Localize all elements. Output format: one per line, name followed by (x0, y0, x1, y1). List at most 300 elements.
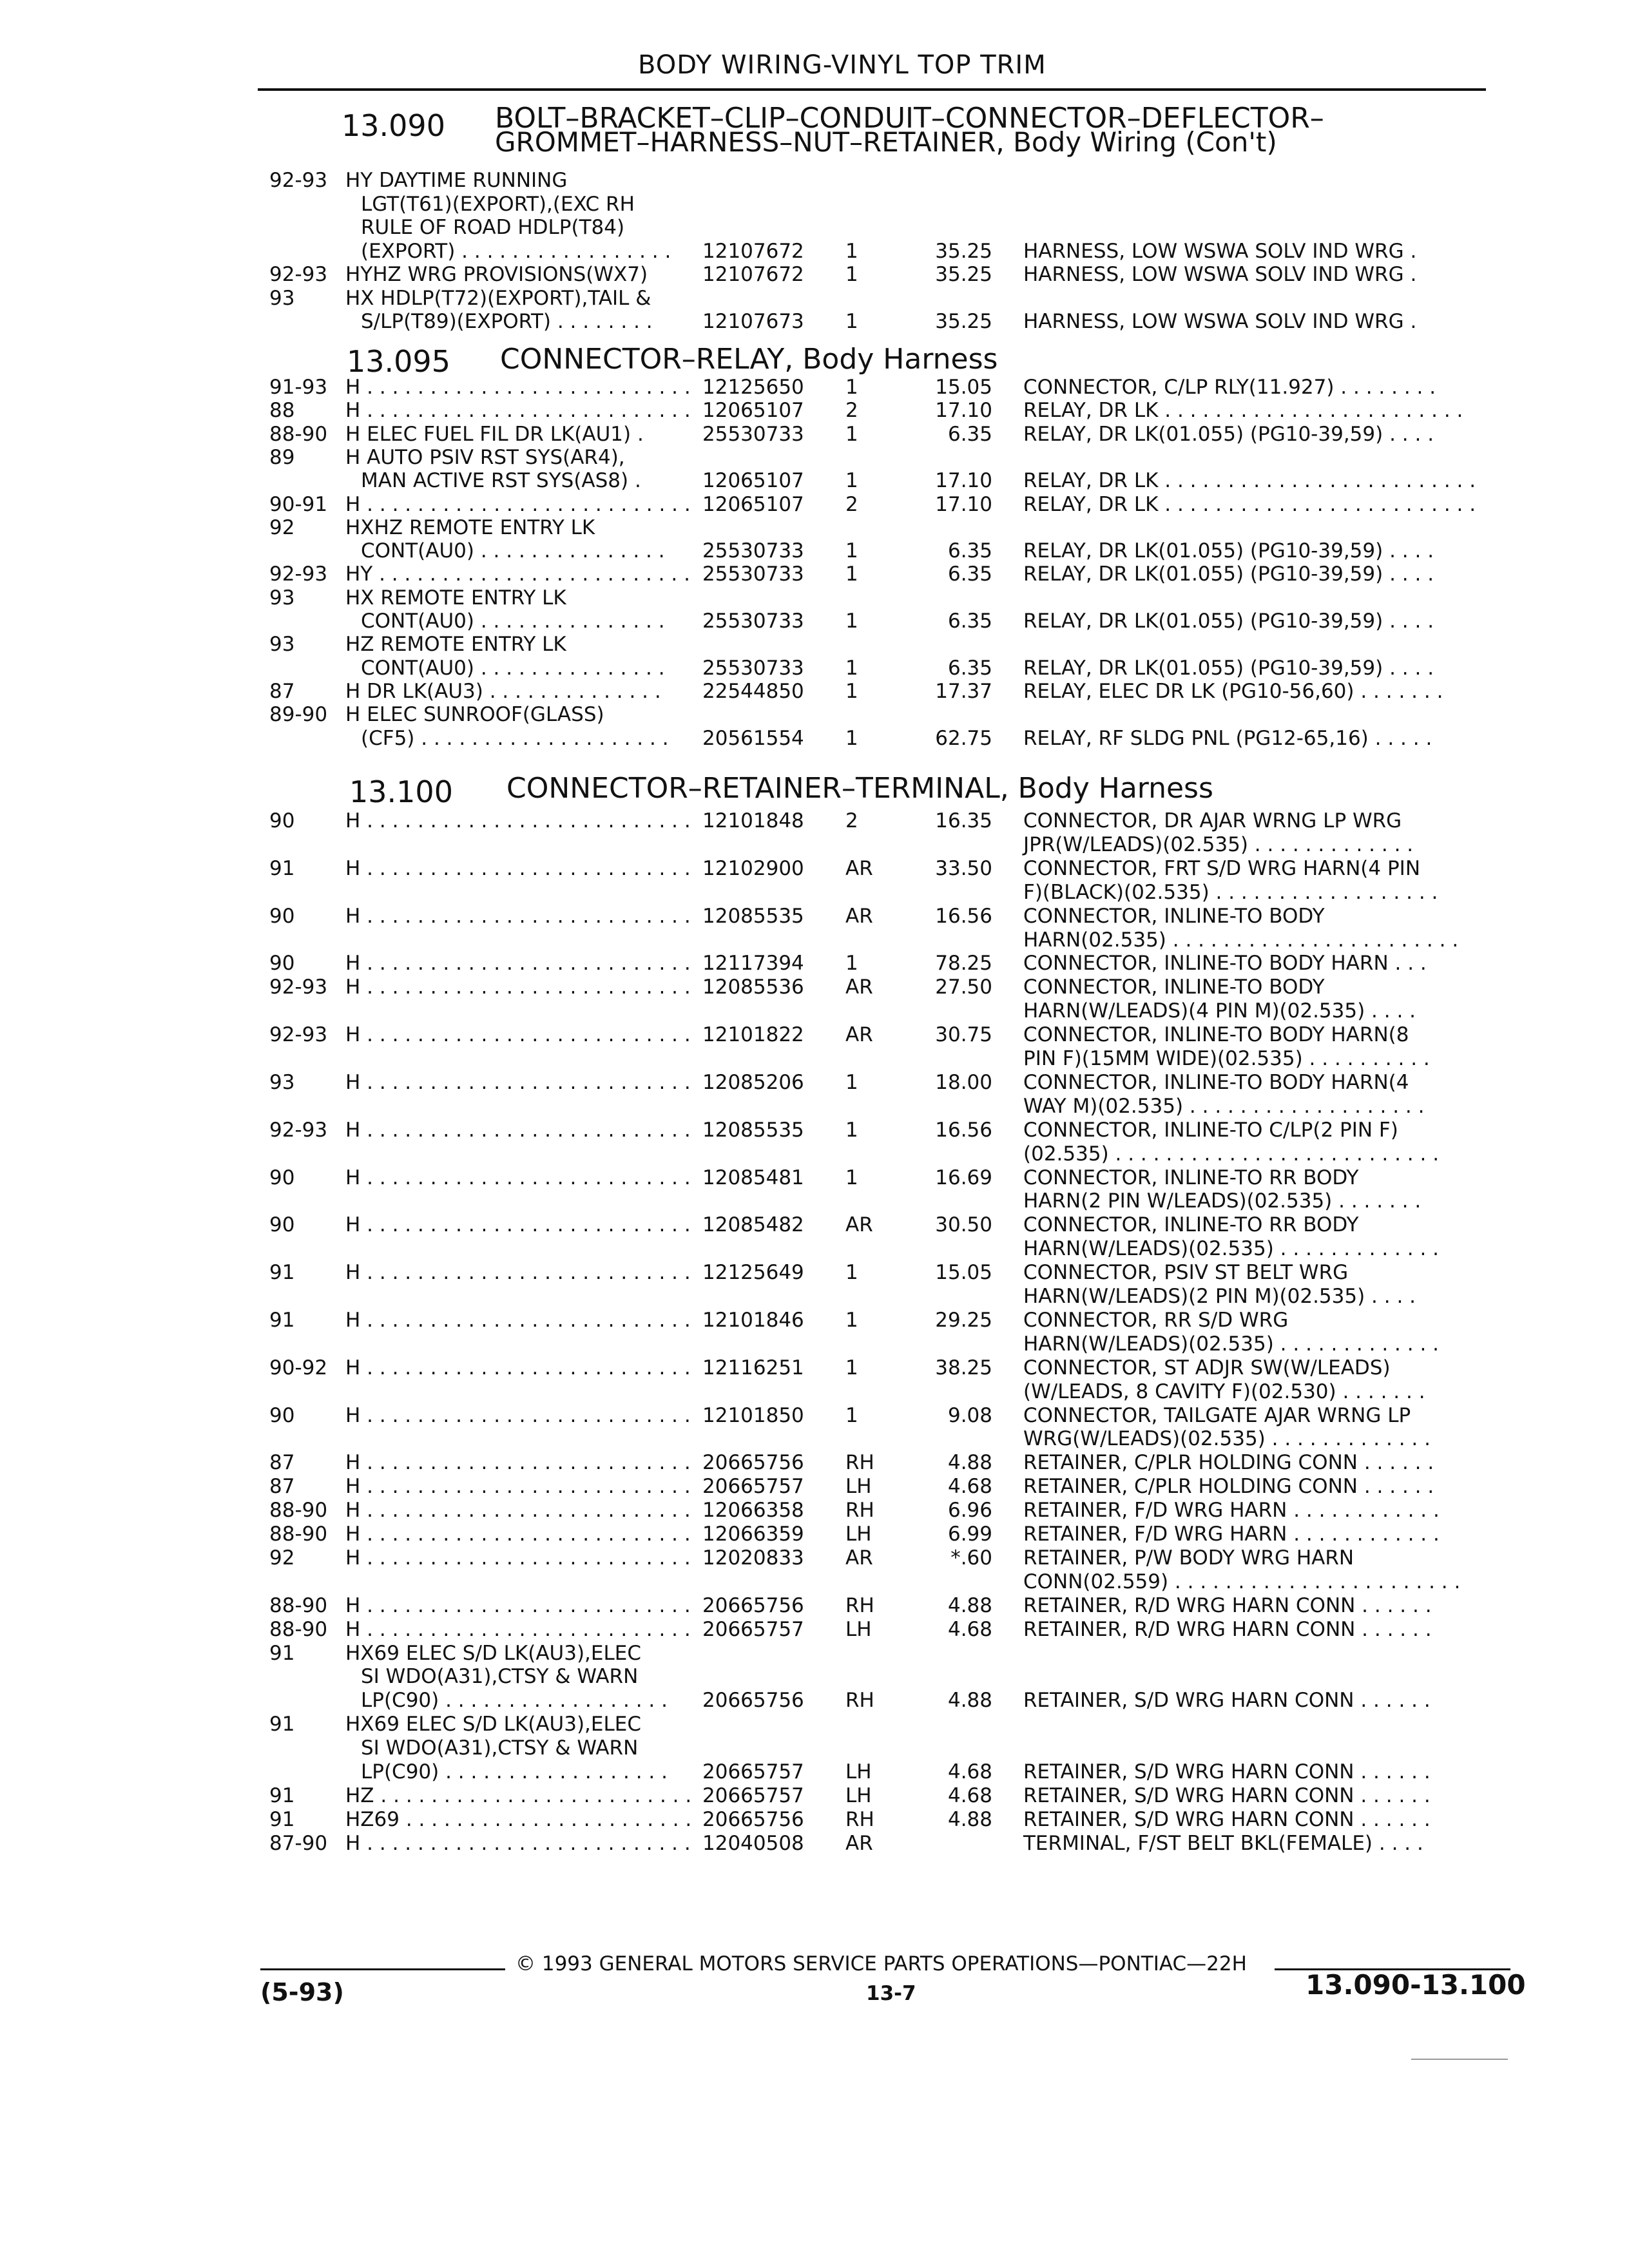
model-year: 93 (269, 633, 295, 657)
catalog-row (0, 1808, 1629, 1832)
catalog-row (0, 1784, 1629, 1808)
catalog-row (0, 1285, 1629, 1309)
section-title-line2: GROMMET–HARNESS–NUT–RETAINER, Body Wiring (Con't) (495, 126, 1277, 158)
price: 4.88 (947, 1807, 992, 1831)
application: H . . . . . . . . . . . . . . . . . . . . . . . . . . (345, 1617, 691, 1641)
application: H . . . . . . . . . . . . . . . . . . . . . . . . . . (345, 1023, 691, 1047)
price: 15.05 (935, 376, 992, 399)
quantity: 1 (845, 539, 858, 563)
application-cont: CONT(AU0) . . . . . . . . . . . . . . . (361, 539, 665, 563)
quantity: AR (845, 1213, 873, 1237)
description: HARN(2 PIN W/LEADS)(02.535) . . . . . . . (1023, 1189, 1422, 1213)
part-number: 22544850 (702, 679, 804, 703)
description: CONNECTOR, TAILGATE AJAR WRNG LP (1023, 1403, 1411, 1427)
quantity: 1 (845, 263, 858, 286)
application: H . . . . . . . . . . . . . . . . . . . . . . . . . . (345, 1308, 691, 1332)
application: H . . . . . . . . . . . . . . . . . . . . . . . . . . (345, 1451, 691, 1475)
price: 35.25 (935, 239, 992, 263)
catalog-row (0, 703, 1629, 727)
price: 17.10 (935, 492, 992, 516)
part-number: 25530733 (702, 656, 804, 680)
application: H . . . . . . . . . . . . . . . . . . . . . . . . . . (345, 809, 691, 832)
model-year: 87 (269, 679, 295, 703)
application: HY DAYTIME RUNNING (345, 169, 568, 192)
catalog-row (0, 1071, 1629, 1095)
part-number: 20665756 (702, 1689, 804, 1713)
application: H ELEC FUEL FIL DR LK(AU1) . (345, 422, 644, 446)
description: CONNECTOR, C/LP RLY(11.927) . . . . . . . . (1023, 376, 1436, 399)
catalog-row (0, 376, 1629, 399)
quantity: 1 (845, 610, 858, 633)
description: RELAY, DR LK(01.055) (PG10-39,59) . . . . (1023, 610, 1434, 633)
quantity: LH (845, 1783, 872, 1807)
model-year: 91 (269, 1783, 295, 1807)
price: 4.68 (947, 1783, 992, 1807)
application: H . . . . . . . . . . . . . . . . . . . . . . . . . . (345, 492, 691, 516)
part-number: 12107672 (702, 239, 804, 263)
application: H . . . . . . . . . . . . . . . . . . . . . . . . . . (345, 1070, 691, 1094)
description: RETAINER, S/D WRG HARN CONN . . . . . . (1023, 1783, 1431, 1807)
model-year: 87 (269, 1475, 295, 1499)
application-cont: (CF5) . . . . . . . . . . . . . . . . . . . . (361, 726, 669, 750)
catalog-row (0, 1713, 1629, 1736)
catalog-row (0, 928, 1629, 952)
part-number: 12101846 (702, 1308, 804, 1332)
application-cont: RULE OF ROAD HDLP(T84) (361, 216, 625, 239)
part-number: 12117394 (702, 952, 804, 975)
description: JPR(W/LEADS)(02.535) . . . . . . . . . . . . . (1023, 832, 1414, 856)
part-number: 12066358 (702, 1499, 804, 1523)
catalog-row (0, 1689, 1629, 1713)
catalog-row (0, 1594, 1629, 1618)
catalog-row (0, 310, 1629, 334)
description: CONNECTOR, INLINE-TO BODY HARN . . . (1023, 952, 1427, 975)
price: 6.35 (947, 610, 992, 633)
catalog-row (0, 727, 1629, 751)
quantity: 1 (845, 239, 858, 263)
application: HZ REMOTE ENTRY LK (345, 633, 566, 657)
catalog-row (0, 586, 1629, 610)
model-year: 87 (269, 1451, 295, 1475)
quantity: RH (845, 1593, 874, 1617)
catalog-row (0, 1642, 1629, 1666)
application-cont: CONT(AU0) . . . . . . . . . . . . . . . (361, 610, 665, 633)
catalog-row (0, 1047, 1629, 1071)
price: 16.56 (935, 1118, 992, 1142)
model-year: 88-90 (269, 1499, 328, 1523)
catalog-row (0, 680, 1629, 704)
description: CONNECTOR, INLINE-TO C/LP(2 PIN F) (1023, 1118, 1398, 1142)
description: RELAY, DR LK(01.055) (PG10-39,59) . . . . (1023, 422, 1434, 446)
price: 33.50 (935, 856, 992, 880)
catalog-row (0, 657, 1629, 680)
application: H . . . . . . . . . . . . . . . . . . . . . . . . . . (345, 1356, 691, 1379)
footer-range: 13.090-13.100 (1306, 1969, 1526, 2001)
quantity: 1 (845, 952, 858, 975)
description: CONNECTOR, FRT S/D WRG HARN(4 PIN (1023, 856, 1421, 880)
description: RELAY, DR LK(01.055) (PG10-39,59) . . . . (1023, 539, 1434, 563)
catalog-row (0, 1332, 1629, 1356)
quantity: 1 (845, 679, 858, 703)
description: RELAY, DR LK(01.055) (PG10-39,59) . . . . (1023, 562, 1434, 586)
model-year: 87-90 (269, 1831, 328, 1855)
quantity: LH (845, 1475, 872, 1499)
header-rule (258, 88, 1486, 91)
section-title: CONNECTOR–RETAINER–TERMINAL, Body Harness (506, 772, 1213, 805)
footer-page-number: 13-7 (866, 1982, 916, 2005)
price: 27.50 (935, 975, 992, 999)
quantity: RH (845, 1689, 874, 1713)
part-number: 12065107 (702, 492, 804, 516)
application: HY . . . . . . . . . . . . . . . . . . . . . . . . . (345, 562, 690, 586)
price: 15.05 (935, 1261, 992, 1285)
catalog-row (0, 1546, 1629, 1570)
part-number: 12125650 (702, 376, 804, 399)
description: HARNESS, LOW WSWA SOLV IND WRG . (1023, 310, 1417, 333)
description: F)(BLACK)(02.535) . . . . . . . . . . . . . . . . . . (1023, 880, 1438, 904)
description: RELAY, ELEC DR LK (PG10-56,60) . . . . . . . (1023, 679, 1443, 703)
catalog-row (0, 1166, 1629, 1190)
catalog-row (0, 1142, 1629, 1166)
quantity: 1 (845, 1403, 858, 1427)
model-year: 91 (269, 856, 295, 880)
model-year: 90 (269, 1213, 295, 1237)
quantity: 1 (845, 1308, 858, 1332)
application: H . . . . . . . . . . . . . . . . . . . . . . . . . . (345, 1118, 691, 1142)
catalog-row (0, 999, 1629, 1023)
model-year: 92-93 (269, 1118, 328, 1142)
application-cont: (EXPORT) . . . . . . . . . . . . . . . . . (361, 239, 671, 263)
price: 16.35 (935, 809, 992, 832)
application: H DR LK(AU3) . . . . . . . . . . . . . . (345, 679, 661, 703)
application: H . . . . . . . . . . . . . . . . . . . . . . . . . . (345, 376, 691, 399)
quantity: 2 (845, 399, 858, 423)
description: RETAINER, R/D WRG HARN CONN . . . . . . (1023, 1617, 1432, 1641)
catalog-row (0, 216, 1629, 240)
price: 62.75 (935, 726, 992, 750)
application-cont: MAN ACTIVE RST SYS(AS8) . (361, 469, 641, 493)
application: HZ69 . . . . . . . . . . . . . . . . . . . . . . . (345, 1807, 692, 1831)
part-number: 25530733 (702, 610, 804, 633)
catalog-row (0, 857, 1629, 881)
catalog-row (0, 1523, 1629, 1546)
application: H . . . . . . . . . . . . . . . . . . . . . . . . . . (345, 856, 691, 880)
catalog-row (0, 1356, 1629, 1380)
catalog-row (0, 833, 1629, 857)
part-number: 25530733 (702, 562, 804, 586)
model-year: 88-90 (269, 1593, 328, 1617)
description: TERMINAL, F/ST BELT BKL(FEMALE) . . . . (1023, 1831, 1423, 1855)
catalog-row (0, 1404, 1629, 1428)
model-year: 89-90 (269, 703, 328, 727)
description: HARN(W/LEADS)(2 PIN M)(02.535) . . . . (1023, 1285, 1416, 1308)
application: H . . . . . . . . . . . . . . . . . . . . . . . . . . (345, 399, 691, 423)
model-year: 92-93 (269, 169, 328, 192)
quantity: RH (845, 1451, 874, 1475)
price: 4.68 (947, 1617, 992, 1641)
model-year: 92-93 (269, 975, 328, 999)
description: RELAY, DR LK(01.055) (PG10-39,59) . . . . (1023, 656, 1434, 680)
catalog-row (0, 1760, 1629, 1784)
catalog-row (0, 633, 1629, 657)
quantity: 1 (845, 1166, 858, 1189)
part-number: 20665756 (702, 1451, 804, 1475)
catalog-row (0, 1119, 1629, 1142)
price: 38.25 (935, 1356, 992, 1379)
catalog-row (0, 1427, 1629, 1451)
price: 6.35 (947, 656, 992, 680)
application: HXHZ REMOTE ENTRY LK (345, 515, 595, 539)
price: 17.10 (935, 469, 992, 493)
quantity: 1 (845, 1261, 858, 1285)
description: CONNECTOR, ST ADJR SW(W/LEADS) (1023, 1356, 1391, 1379)
price: 17.37 (935, 679, 992, 703)
quantity: 1 (845, 310, 858, 333)
part-number: 12065107 (702, 399, 804, 423)
price: 6.35 (947, 562, 992, 586)
application: H ELEC SUNROOF(GLASS) (345, 703, 604, 727)
price: 9.08 (947, 1403, 992, 1427)
part-number: 12101848 (702, 809, 804, 832)
application: H . . . . . . . . . . . . . . . . . . . . . . . . . . (345, 1546, 691, 1570)
catalog-row (0, 1309, 1629, 1332)
part-number: 12125649 (702, 1261, 804, 1285)
description: HARN(W/LEADS)(02.535) . . . . . . . . . . . . . (1023, 1332, 1440, 1356)
part-number: 12085482 (702, 1213, 804, 1237)
description: HARN(W/LEADS)(4 PIN M)(02.535) . . . . (1023, 999, 1416, 1023)
quantity: 2 (845, 809, 858, 832)
application-cont: LGT(T61)(EXPORT),(EXC RH (361, 192, 635, 216)
catalog-row (0, 905, 1629, 928)
application: H . . . . . . . . . . . . . . . . . . . . . . . . . . (345, 1403, 691, 1427)
quantity: 1 (845, 422, 858, 446)
quantity: 1 (845, 656, 858, 680)
part-number: 12107672 (702, 263, 804, 286)
application: H . . . . . . . . . . . . . . . . . . . . . . . . . . (345, 1166, 691, 1189)
price: 4.88 (947, 1451, 992, 1475)
application: H . . . . . . . . . . . . . . . . . . . . . . . . . . (345, 1475, 691, 1499)
application: H . . . . . . . . . . . . . . . . . . . . . . . . . . (345, 975, 691, 999)
description: CONNECTOR, INLINE-TO BODY HARN(8 (1023, 1023, 1409, 1047)
application: H . . . . . . . . . . . . . . . . . . . . . . . . . . (345, 1523, 691, 1546)
description: RETAINER, C/PLR HOLDING CONN . . . . . . (1023, 1475, 1434, 1499)
catalog-row (0, 539, 1629, 563)
footer-date: (5-93) (260, 1978, 344, 2006)
part-number: 12116251 (702, 1356, 804, 1379)
description: CONNECTOR, PSIV ST BELT WRG (1023, 1261, 1349, 1285)
price: 16.56 (935, 904, 992, 928)
application-cont: S/LP(T89)(EXPORT) . . . . . . . . (361, 310, 653, 333)
model-year: 90-91 (269, 492, 328, 516)
price: 78.25 (935, 952, 992, 975)
quantity: LH (845, 1760, 872, 1783)
quantity: RH (845, 1499, 874, 1523)
catalog-row (0, 423, 1629, 447)
quantity: 2 (845, 492, 858, 516)
price: 6.35 (947, 539, 992, 563)
part-number: 20665757 (702, 1617, 804, 1641)
catalog-row (0, 881, 1629, 905)
part-number: 20665756 (702, 1807, 804, 1831)
model-year: 92-93 (269, 263, 328, 286)
model-year: 90-92 (269, 1356, 328, 1379)
price: 17.10 (935, 399, 992, 423)
application: HYHZ WRG PROVISIONS(WX7) (345, 263, 648, 286)
application: H . . . . . . . . . . . . . . . . . . . . . . . . . . (345, 1213, 691, 1237)
description: CONNECTOR, INLINE-TO BODY (1023, 975, 1325, 999)
part-number: 20665757 (702, 1783, 804, 1807)
catalog-row (0, 1832, 1629, 1856)
page-header-title: BODY WIRING-VINYL TOP TRIM (638, 50, 1046, 80)
description: RETAINER, S/D WRG HARN CONN . . . . . . (1023, 1807, 1431, 1831)
catalog-row (0, 1023, 1629, 1047)
model-year: 91 (269, 1261, 295, 1285)
model-year: 88-90 (269, 1617, 328, 1641)
model-year: 90 (269, 904, 295, 928)
description: RETAINER, S/D WRG HARN CONN . . . . . . (1023, 1760, 1431, 1783)
description: CONNECTOR, INLINE-TO RR BODY (1023, 1166, 1359, 1189)
price: 35.25 (935, 263, 992, 286)
catalog-row (0, 169, 1629, 193)
part-number: 25530733 (702, 422, 804, 446)
price: 4.68 (947, 1475, 992, 1499)
description: RETAINER, P/W BODY WRG HARN (1023, 1546, 1354, 1570)
application: H . . . . . . . . . . . . . . . . . . . . . . . . . . (345, 1499, 691, 1523)
catalog-row (0, 1736, 1629, 1760)
catalog-row (0, 1618, 1629, 1642)
application: H . . . . . . . . . . . . . . . . . . . . . . . . . . (345, 1831, 691, 1855)
price: 18.00 (935, 1070, 992, 1094)
catalog-row (0, 952, 1629, 975)
description: RETAINER, R/D WRG HARN CONN . . . . . . (1023, 1593, 1432, 1617)
catalog-row (0, 1665, 1629, 1689)
application: HZ . . . . . . . . . . . . . . . . . . . . . . . . . (345, 1783, 692, 1807)
catalog-row (0, 562, 1629, 586)
scan-artifact-line (1411, 2059, 1508, 2060)
part-number: 12101822 (702, 1023, 804, 1047)
part-number: 12085481 (702, 1166, 804, 1189)
footer-copyright: © 1993 GENERAL MOTORS SERVICE PARTS OPERATIONS—PONTIAC—22H (516, 1952, 1247, 1975)
application: HX69 ELEC S/D LK(AU3),ELEC (345, 1713, 641, 1736)
price: 30.75 (935, 1023, 992, 1047)
description: (W/LEADS, 8 CAVITY F)(02.530) . . . . . . . (1023, 1379, 1425, 1403)
price: 4.68 (947, 1760, 992, 1783)
description: HARNESS, LOW WSWA SOLV IND WRG . (1023, 239, 1417, 263)
section-title-line1: BOLT–BRACKET–CLIP–CONDUIT–CONNECTOR–DEFLECTOR– (495, 102, 1324, 135)
part-number: 20561554 (702, 726, 804, 750)
catalog-row (0, 1570, 1629, 1594)
catalog-row (0, 1237, 1629, 1261)
application-cont: LP(C90) . . . . . . . . . . . . . . . . . . (361, 1689, 668, 1713)
quantity: RH (845, 1807, 874, 1831)
catalog-row (0, 446, 1629, 470)
model-year: 90 (269, 952, 295, 975)
model-year: 92 (269, 515, 295, 539)
model-year: 90 (269, 1166, 295, 1189)
description: RELAY, DR LK . . . . . . . . . . . . . . . . . . . . . . . . . (1023, 469, 1476, 493)
application: HX69 ELEC S/D LK(AU3),ELEC (345, 1641, 641, 1665)
catalog-row (0, 1213, 1629, 1237)
catalog-row (0, 1475, 1629, 1499)
description: RELAY, DR LK . . . . . . . . . . . . . . . . . . . . . . . . . (1023, 492, 1476, 516)
price: 6.99 (947, 1523, 992, 1546)
catalog-row (0, 516, 1629, 540)
model-year: 93 (269, 586, 295, 610)
section-number: 13.090 (342, 108, 445, 143)
catalog-row (0, 809, 1629, 833)
price: 30.50 (935, 1213, 992, 1237)
section-number: 13.095 (347, 344, 450, 379)
quantity: 1 (845, 726, 858, 750)
application: H . . . . . . . . . . . . . . . . . . . . . . . . . . (345, 952, 691, 975)
description: CONN(02.559) . . . . . . . . . . . . . . . . . . . . . . . (1023, 1570, 1461, 1593)
application-cont: SI WDO(A31),CTSY & WARN (361, 1736, 639, 1760)
part-number: 20665757 (702, 1475, 804, 1499)
description: CONNECTOR, DR AJAR WRNG LP WRG (1023, 809, 1402, 832)
quantity: LH (845, 1617, 872, 1641)
price: 4.88 (947, 1689, 992, 1713)
catalog-row (0, 193, 1629, 216)
price: 16.69 (935, 1166, 992, 1189)
description: RELAY, DR LK . . . . . . . . . . . . . . . . . . . . . . . . (1023, 399, 1463, 423)
catalog-row (0, 399, 1629, 423)
application-cont: LP(C90) . . . . . . . . . . . . . . . . . . (361, 1760, 668, 1783)
catalog-row (0, 1380, 1629, 1404)
description: RETAINER, F/D WRG HARN . . . . . . . . . . . . (1023, 1523, 1440, 1546)
quantity: 1 (845, 1356, 858, 1379)
part-number: 12101850 (702, 1403, 804, 1427)
model-year: 88 (269, 399, 295, 423)
catalog-row (0, 287, 1629, 311)
description: CONNECTOR, RR S/D WRG (1023, 1308, 1289, 1332)
model-year: 93 (269, 1070, 295, 1094)
part-number: 12102900 (702, 856, 804, 880)
quantity: AR (845, 904, 873, 928)
footer-rule-left (260, 1968, 505, 1970)
model-year: 90 (269, 809, 295, 832)
quantity: LH (845, 1523, 872, 1546)
part-number: 12066359 (702, 1523, 804, 1546)
quantity: AR (845, 856, 873, 880)
catalog-row (0, 1095, 1629, 1119)
price: *.60 (950, 1546, 992, 1570)
model-year: 89 (269, 445, 295, 469)
part-number: 20665756 (702, 1593, 804, 1617)
section-number: 13.100 (349, 774, 453, 809)
description: HARN(02.535) . . . . . . . . . . . . . . . . . . . . . . . (1023, 928, 1459, 952)
part-number: 12085536 (702, 975, 804, 999)
application-cont: SI WDO(A31),CTSY & WARN (361, 1665, 639, 1689)
price: 29.25 (935, 1308, 992, 1332)
description: CONNECTOR, INLINE-TO BODY HARN(4 (1023, 1070, 1409, 1094)
model-year: 91 (269, 1807, 295, 1831)
part-number: 12085535 (702, 1118, 804, 1142)
catalog-row (0, 469, 1629, 493)
model-year: 91 (269, 1713, 295, 1736)
quantity: AR (845, 1023, 873, 1047)
description: HARN(W/LEADS)(02.535) . . . . . . . . . . . . . (1023, 1237, 1440, 1261)
catalog-row (0, 1189, 1629, 1213)
model-year: 88-90 (269, 422, 328, 446)
price: 6.35 (947, 422, 992, 446)
part-number: 25530733 (702, 539, 804, 563)
model-year: 90 (269, 1403, 295, 1427)
quantity: 1 (845, 1118, 858, 1142)
quantity: AR (845, 1546, 873, 1570)
part-number: 12085206 (702, 1070, 804, 1094)
catalog-row (0, 493, 1629, 517)
model-year: 91 (269, 1308, 295, 1332)
